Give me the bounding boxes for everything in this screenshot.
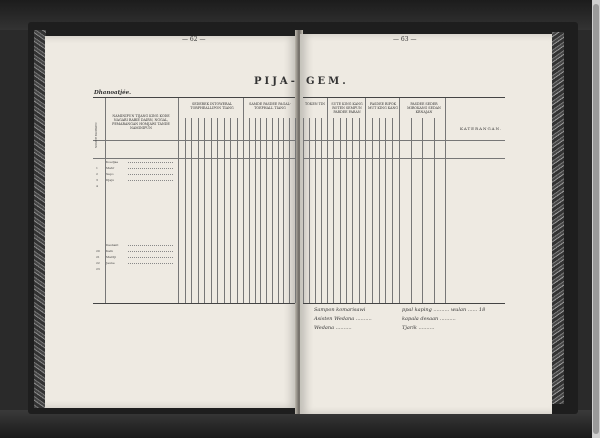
- scanner-bottom-edge: [0, 410, 600, 438]
- group-header-4: SUTE KING KANG ROTEN SEMPUN PARDEE PARAN: [331, 102, 363, 114]
- row-label: Mahr: [106, 166, 115, 170]
- footer-text: kapala desaan ..........: [402, 316, 456, 322]
- header-rule: [93, 140, 295, 141]
- dotted-leader: [128, 174, 173, 175]
- column-rule: [445, 118, 446, 303]
- column-rule: [315, 118, 316, 303]
- column-rule: [392, 118, 393, 303]
- column-rule: [204, 118, 205, 303]
- column-rule: [249, 118, 250, 303]
- row-label: Desbant: [106, 243, 119, 247]
- group-header-5: PASDEE RIPOK MUT KING KANG: [368, 102, 398, 110]
- column-rule: [340, 118, 341, 303]
- scrollbar-thumb[interactable]: [593, 4, 599, 434]
- row-label: Kaln: [106, 249, 113, 253]
- column-rule: [365, 118, 366, 303]
- dotted-leader: [128, 180, 173, 181]
- group-header-3: TOKEN TIN: [304, 102, 326, 106]
- row-number: 4: [96, 184, 98, 188]
- column-rule: [237, 118, 238, 303]
- row-number: 3: [96, 178, 98, 182]
- column-rule: [321, 118, 322, 303]
- column-rule: [230, 118, 231, 303]
- column-rule: [260, 118, 261, 303]
- column-rule: [266, 118, 267, 303]
- column-rule: [411, 118, 412, 303]
- row-number: 22: [96, 261, 100, 265]
- row-label: Sapo: [106, 172, 114, 176]
- column-rule: [289, 118, 290, 303]
- column-rule: [434, 118, 435, 303]
- column-rule: [272, 118, 273, 303]
- footer-text: Asisten Wedana ..........: [314, 316, 372, 322]
- row-number: 20: [96, 249, 100, 253]
- column-rule: [422, 118, 423, 303]
- footer-text: Wedana ..........: [314, 325, 352, 331]
- column-rule: [211, 118, 212, 303]
- right-page-number: — 63 —: [393, 36, 417, 43]
- left-page-number: — 62 —: [182, 36, 206, 43]
- column-rule: [379, 118, 380, 303]
- group-header-1: SEDEREK INTOWERAL TORPHEALLIPON TIANG: [190, 102, 234, 110]
- column-rule: [224, 118, 225, 303]
- column-rule: [191, 118, 192, 303]
- column-rule: [333, 118, 334, 303]
- column-rule: [327, 118, 328, 303]
- row-label: Mardji: [106, 255, 117, 259]
- group-header-6: PASDEE SEDER MIROKANG SEDAN KRNAJAN: [407, 102, 441, 114]
- column-rule: [352, 118, 353, 303]
- row-label: Djaju: [106, 178, 114, 182]
- column-rule: [295, 118, 296, 303]
- column-rule: [346, 118, 347, 303]
- row-label: Koedjae: [106, 160, 119, 164]
- header-rule: [93, 158, 295, 159]
- column-rule: [198, 118, 199, 303]
- left-running-head: PIJA-: [254, 76, 298, 87]
- col-header-nomer: NOMER BLOEKEN: [95, 122, 98, 148]
- column-rule: [283, 118, 284, 303]
- row-number: 23: [96, 267, 100, 271]
- column-rule: [278, 118, 279, 303]
- row-label: Jaune: [106, 261, 115, 265]
- column-rule: [243, 118, 244, 303]
- column-rule: [185, 118, 186, 303]
- column-rule: [385, 118, 386, 303]
- column-rule: [309, 118, 310, 303]
- remarks-header: KATERANGAN.: [460, 126, 503, 131]
- column-rule: [217, 118, 218, 303]
- row-number: 1: [96, 166, 98, 170]
- dotted-leader: [128, 162, 173, 163]
- group-header-2: SAMDE PASDEE PAGAL-TOEPHALL TIANG: [249, 102, 291, 110]
- column-rule: [372, 118, 373, 303]
- marbled-edge-right: [552, 32, 564, 404]
- column-rule: [178, 118, 179, 303]
- column-rule: [359, 118, 360, 303]
- footer-text: Sampon komarisawi: [314, 307, 366, 313]
- dotted-leader: [128, 263, 173, 264]
- col-header-name: NAMINIPUN TIJANG KING KODE NAGARI RABIE DAIRN, NGGAL, PEMARANGAN HOMJAWI TANDE NAMINIPUN: [112, 114, 170, 130]
- dotted-leader: [128, 245, 173, 246]
- dotted-leader: [128, 257, 173, 258]
- right-running-head: GEM.: [306, 76, 349, 87]
- column-rule: [303, 118, 304, 303]
- dotted-leader: [128, 168, 173, 169]
- row-number: 21: [96, 255, 100, 259]
- column-rule: [399, 118, 400, 303]
- footer-text: Tjarik ..........: [402, 325, 435, 331]
- section-label: Dhanoatjée.: [94, 90, 132, 96]
- row-number: 2: [96, 172, 98, 176]
- dotted-leader: [128, 251, 173, 252]
- footer-text: ppal kaping .......... wulan ...... 18: [402, 307, 486, 313]
- column-rule: [255, 118, 256, 303]
